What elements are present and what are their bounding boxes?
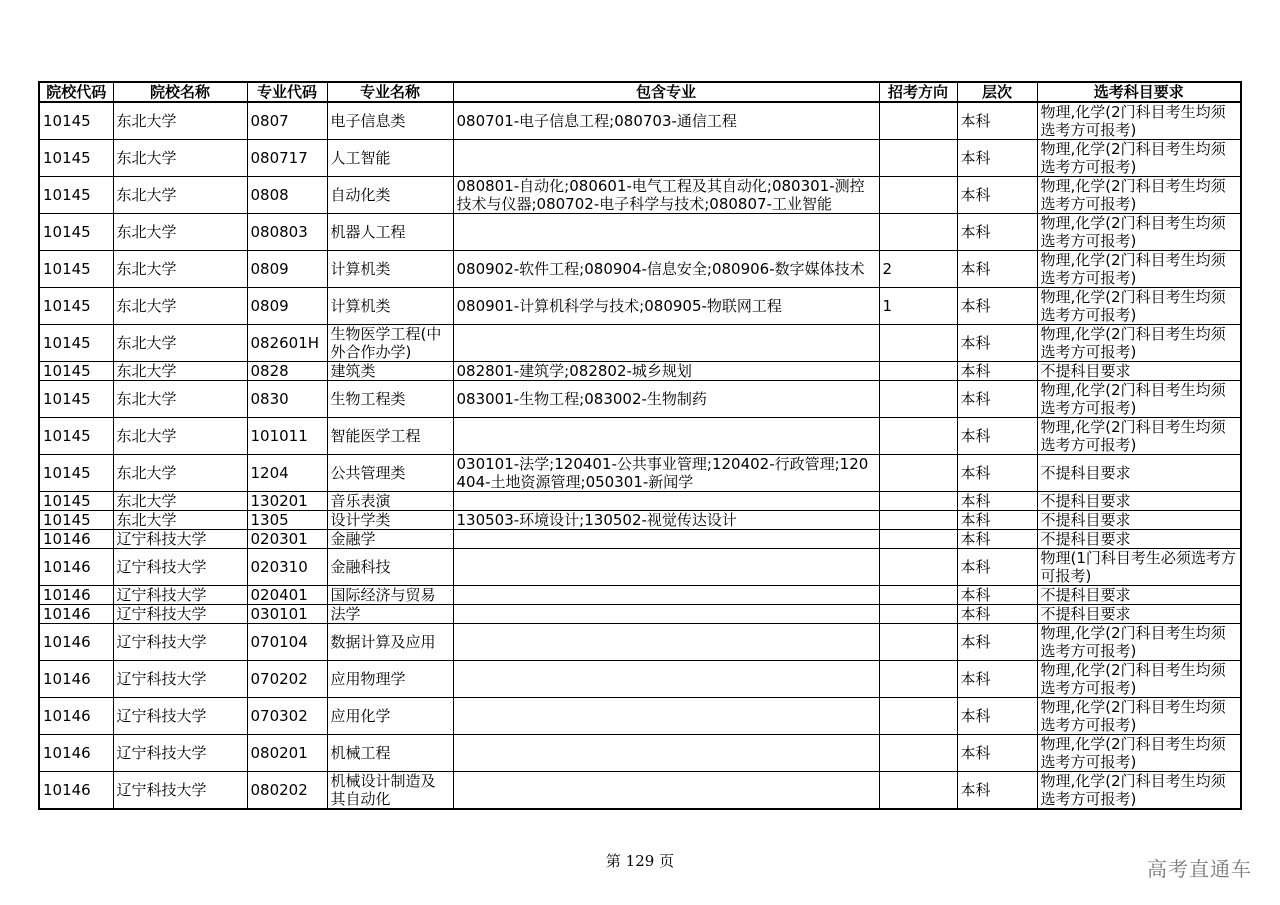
cell-major-name: 智能医学工程 [327, 418, 453, 455]
cell-school-code: 10146 [39, 698, 113, 735]
cell-included-majors [453, 549, 879, 586]
cell-school-name: 辽宁科技大学 [113, 586, 247, 605]
cell-level: 本科 [957, 586, 1037, 605]
cell-subject-requirement: 不提科目要求 [1037, 362, 1241, 381]
cell-subject-requirement: 物理,化学(2门科目考生均须选考方可报考) [1037, 381, 1241, 418]
cell-major-name: 电子信息类 [327, 102, 453, 140]
table-row [39, 177, 1241, 214]
cell-major-code: 070202 [247, 661, 327, 698]
cell-included-majors: 080901-计算机科学与技术;080905-物联网工程 [453, 288, 879, 325]
cell-included-majors [453, 586, 879, 605]
cell-major-name: 机器人工程 [327, 214, 453, 251]
watermark: 高考直通车 [1147, 857, 1252, 881]
cell-subject-requirement: 不提科目要求 [1037, 492, 1241, 511]
cell-school-name: 辽宁科技大学 [113, 698, 247, 735]
cell-direction [879, 455, 957, 492]
cell-included-majors [453, 624, 879, 661]
cell-direction [879, 698, 957, 735]
cell-included-majors [453, 772, 879, 810]
cell-level: 本科 [957, 530, 1037, 549]
cell-direction [879, 102, 957, 140]
cell-major-code: 0809 [247, 251, 327, 288]
header-direction: 招考方向 [879, 82, 957, 102]
cell-school-code: 10145 [39, 177, 113, 214]
table-row [39, 605, 1241, 624]
cell-subject-requirement: 不提科目要求 [1037, 455, 1241, 492]
cell-major-code: 130201 [247, 492, 327, 511]
cell-school-code: 10146 [39, 772, 113, 810]
cell-included-majors [453, 325, 879, 362]
table-row [39, 102, 1241, 140]
cell-subject-requirement: 不提科目要求 [1037, 530, 1241, 549]
cell-direction [879, 381, 957, 418]
cell-major-code: 0807 [247, 102, 327, 140]
cell-major-name: 金融学 [327, 530, 453, 549]
cell-school-name: 辽宁科技大学 [113, 549, 247, 586]
cell-included-majors [453, 661, 879, 698]
cell-subject-requirement: 物理,化学(2门科目考生均须选考方可报考) [1037, 624, 1241, 661]
cell-major-code: 0808 [247, 177, 327, 214]
table-row [39, 530, 1241, 549]
cell-school-code: 10145 [39, 214, 113, 251]
cell-level: 本科 [957, 698, 1037, 735]
cell-school-code: 10145 [39, 418, 113, 455]
cell-school-name: 东北大学 [113, 177, 247, 214]
cell-subject-requirement: 物理,化学(2门科目考生均须选考方可报考) [1037, 418, 1241, 455]
cell-school-name: 东北大学 [113, 102, 247, 140]
cell-direction [879, 624, 957, 661]
cell-included-majors: 083001-生物工程;083002-生物制药 [453, 381, 879, 418]
cell-school-name: 东北大学 [113, 418, 247, 455]
table-header-row [39, 82, 1241, 102]
cell-major-name: 应用化学 [327, 698, 453, 735]
cell-school-name: 辽宁科技大学 [113, 624, 247, 661]
cell-major-name: 金融科技 [327, 549, 453, 586]
cell-level: 本科 [957, 251, 1037, 288]
cell-level: 本科 [957, 214, 1037, 251]
cell-school-code: 10145 [39, 362, 113, 381]
cell-major-code: 080717 [247, 140, 327, 177]
cell-school-code: 10145 [39, 288, 113, 325]
cell-direction [879, 661, 957, 698]
cell-major-name: 生物工程类 [327, 381, 453, 418]
cell-direction [879, 362, 957, 381]
cell-school-code: 10146 [39, 549, 113, 586]
cell-included-majors: 130503-环境设计;130502-视觉传达设计 [453, 511, 879, 530]
cell-level: 本科 [957, 362, 1037, 381]
cell-major-code: 070104 [247, 624, 327, 661]
cell-school-name: 东北大学 [113, 455, 247, 492]
table-row [39, 418, 1241, 455]
cell-major-code: 0809 [247, 288, 327, 325]
cell-school-name: 东北大学 [113, 325, 247, 362]
cell-major-name: 法学 [327, 605, 453, 624]
cell-school-code: 10145 [39, 381, 113, 418]
table-row [39, 698, 1241, 735]
cell-direction [879, 735, 957, 772]
header-level: 层次 [957, 82, 1037, 102]
cell-school-code: 10145 [39, 455, 113, 492]
table-body [39, 102, 1241, 809]
cell-major-name: 数据计算及应用 [327, 624, 453, 661]
cell-direction [879, 325, 957, 362]
header-included-majors: 包含专业 [453, 82, 879, 102]
table-row [39, 624, 1241, 661]
cell-major-name: 应用物理学 [327, 661, 453, 698]
table-row [39, 140, 1241, 177]
cell-school-name: 东北大学 [113, 214, 247, 251]
cell-subject-requirement: 物理,化学(2门科目考生均须选考方可报考) [1037, 698, 1241, 735]
cell-major-name: 国际经济与贸易 [327, 586, 453, 605]
cell-school-name: 辽宁科技大学 [113, 530, 247, 549]
cell-major-code: 080201 [247, 735, 327, 772]
cell-subject-requirement: 物理,化学(2门科目考生均须选考方可报考) [1037, 661, 1241, 698]
cell-major-code: 0830 [247, 381, 327, 418]
cell-school-name: 东北大学 [113, 251, 247, 288]
table-row [39, 772, 1241, 810]
cell-major-name: 生物医学工程(中外合作办学) [327, 325, 453, 362]
cell-school-name: 东北大学 [113, 140, 247, 177]
table-row [39, 511, 1241, 530]
header-subject-requirement: 选考科目要求 [1037, 82, 1241, 102]
cell-major-code: 1204 [247, 455, 327, 492]
cell-subject-requirement: 物理,化学(2门科目考生均须选考方可报考) [1037, 102, 1241, 140]
cell-level: 本科 [957, 511, 1037, 530]
cell-school-code: 10145 [39, 102, 113, 140]
cell-school-code: 10146 [39, 586, 113, 605]
header-school-code: 院校代码 [39, 82, 113, 102]
cell-school-code: 10145 [39, 325, 113, 362]
cell-included-majors [453, 605, 879, 624]
header-major-code: 专业代码 [247, 82, 327, 102]
cell-direction [879, 214, 957, 251]
cell-major-code: 020310 [247, 549, 327, 586]
table-row [39, 325, 1241, 362]
cell-level: 本科 [957, 492, 1037, 511]
cell-level: 本科 [957, 381, 1037, 418]
cell-subject-requirement: 不提科目要求 [1037, 511, 1241, 530]
table-row [39, 492, 1241, 511]
cell-subject-requirement: 不提科目要求 [1037, 586, 1241, 605]
cell-subject-requirement: 物理,化学(2门科目考生均须选考方可报考) [1037, 140, 1241, 177]
cell-included-majors [453, 530, 879, 549]
cell-subject-requirement: 物理,化学(2门科目考生均须选考方可报考) [1037, 288, 1241, 325]
cell-school-name: 辽宁科技大学 [113, 661, 247, 698]
cell-major-name: 设计学类 [327, 511, 453, 530]
cell-major-name: 机械设计制造及其自动化 [327, 772, 453, 810]
cell-included-majors [453, 214, 879, 251]
cell-direction [879, 772, 957, 810]
cell-subject-requirement: 物理,化学(2门科目考生均须选考方可报考) [1037, 177, 1241, 214]
cell-major-name: 人工智能 [327, 140, 453, 177]
cell-included-majors: 080801-自动化;080601-电气工程及其自动化;080301-测控技术与仪器;080702-电子科学与技术;080807-工业智能 [453, 177, 879, 214]
cell-major-name: 音乐表演 [327, 492, 453, 511]
cell-school-name: 辽宁科技大学 [113, 772, 247, 810]
cell-major-code: 020401 [247, 586, 327, 605]
cell-subject-requirement: 物理,化学(2门科目考生均须选考方可报考) [1037, 772, 1241, 810]
cell-school-code: 10145 [39, 140, 113, 177]
cell-level: 本科 [957, 288, 1037, 325]
cell-direction [879, 177, 957, 214]
cell-subject-requirement: 物理,化学(2门科目考生均须选考方可报考) [1037, 214, 1241, 251]
cell-level: 本科 [957, 549, 1037, 586]
cell-level: 本科 [957, 177, 1037, 214]
cell-direction [879, 140, 957, 177]
cell-direction [879, 549, 957, 586]
cell-subject-requirement: 不提科目要求 [1037, 605, 1241, 624]
cell-school-code: 10146 [39, 661, 113, 698]
table-row [39, 214, 1241, 251]
cell-school-name: 辽宁科技大学 [113, 735, 247, 772]
cell-direction [879, 586, 957, 605]
header-school-name: 院校名称 [113, 82, 247, 102]
cell-major-code: 070302 [247, 698, 327, 735]
cell-level: 本科 [957, 624, 1037, 661]
cell-subject-requirement: 物理,化学(2门科目考生均须选考方可报考) [1037, 325, 1241, 362]
cell-included-majors: 030101-法学;120401-公共事业管理;120402-行政管理;120404-土地资源管理;050301-新闻学 [453, 455, 879, 492]
cell-direction: 1 [879, 288, 957, 325]
table-row [39, 549, 1241, 586]
cell-school-code: 10146 [39, 605, 113, 624]
cell-level: 本科 [957, 772, 1037, 810]
cell-included-majors [453, 492, 879, 511]
cell-school-code: 10146 [39, 735, 113, 772]
cell-major-code: 0828 [247, 362, 327, 381]
cell-major-name: 计算机类 [327, 288, 453, 325]
table-row [39, 288, 1241, 325]
cell-level: 本科 [957, 418, 1037, 455]
cell-school-name: 辽宁科技大学 [113, 605, 247, 624]
cell-included-majors [453, 140, 879, 177]
cell-major-code: 030101 [247, 605, 327, 624]
cell-direction [879, 492, 957, 511]
cell-major-code: 1305 [247, 511, 327, 530]
page-number: 第 129 页 [605, 852, 675, 870]
cell-school-name: 东北大学 [113, 381, 247, 418]
cell-major-name: 建筑类 [327, 362, 453, 381]
cell-subject-requirement: 物理(1门科目考生必须选考方可报考) [1037, 549, 1241, 586]
cell-included-majors: 080902-软件工程;080904-信息安全;080906-数字媒体技术 [453, 251, 879, 288]
cell-school-name: 东北大学 [113, 511, 247, 530]
cell-school-code: 10146 [39, 530, 113, 549]
table-row [39, 251, 1241, 288]
table-row [39, 735, 1241, 772]
header-major-name: 专业名称 [327, 82, 453, 102]
cell-major-code: 080202 [247, 772, 327, 810]
cell-included-majors: 082801-建筑学;082802-城乡规划 [453, 362, 879, 381]
table-row [39, 381, 1241, 418]
cell-direction [879, 530, 957, 549]
cell-included-majors [453, 698, 879, 735]
cell-school-code: 10145 [39, 492, 113, 511]
cell-school-name: 东北大学 [113, 362, 247, 381]
cell-school-code: 10145 [39, 251, 113, 288]
cell-major-code: 020301 [247, 530, 327, 549]
table-row [39, 455, 1241, 492]
cell-major-name: 机械工程 [327, 735, 453, 772]
cell-major-code: 082601H [247, 325, 327, 362]
cell-included-majors [453, 418, 879, 455]
cell-school-name: 东北大学 [113, 492, 247, 511]
cell-direction [879, 418, 957, 455]
cell-major-code: 101011 [247, 418, 327, 455]
cell-level: 本科 [957, 735, 1037, 772]
cell-major-name: 计算机类 [327, 251, 453, 288]
cell-level: 本科 [957, 325, 1037, 362]
cell-level: 本科 [957, 605, 1037, 624]
cell-level: 本科 [957, 661, 1037, 698]
cell-direction: 2 [879, 251, 957, 288]
table-row [39, 362, 1241, 381]
cell-major-code: 080803 [247, 214, 327, 251]
cell-direction [879, 605, 957, 624]
cell-school-code: 10145 [39, 511, 113, 530]
cell-level: 本科 [957, 455, 1037, 492]
cell-included-majors [453, 735, 879, 772]
cell-subject-requirement: 物理,化学(2门科目考生均须选考方可报考) [1037, 251, 1241, 288]
cell-level: 本科 [957, 102, 1037, 140]
cell-level: 本科 [957, 140, 1037, 177]
cell-major-name: 自动化类 [327, 177, 453, 214]
table-row [39, 661, 1241, 698]
cell-included-majors: 080701-电子信息工程;080703-通信工程 [453, 102, 879, 140]
cell-school-code: 10146 [39, 624, 113, 661]
admission-table [38, 81, 1242, 810]
cell-major-name: 公共管理类 [327, 455, 453, 492]
table-row [39, 586, 1241, 605]
cell-direction [879, 511, 957, 530]
cell-school-name: 东北大学 [113, 288, 247, 325]
cell-subject-requirement: 物理,化学(2门科目考生均须选考方可报考) [1037, 735, 1241, 772]
